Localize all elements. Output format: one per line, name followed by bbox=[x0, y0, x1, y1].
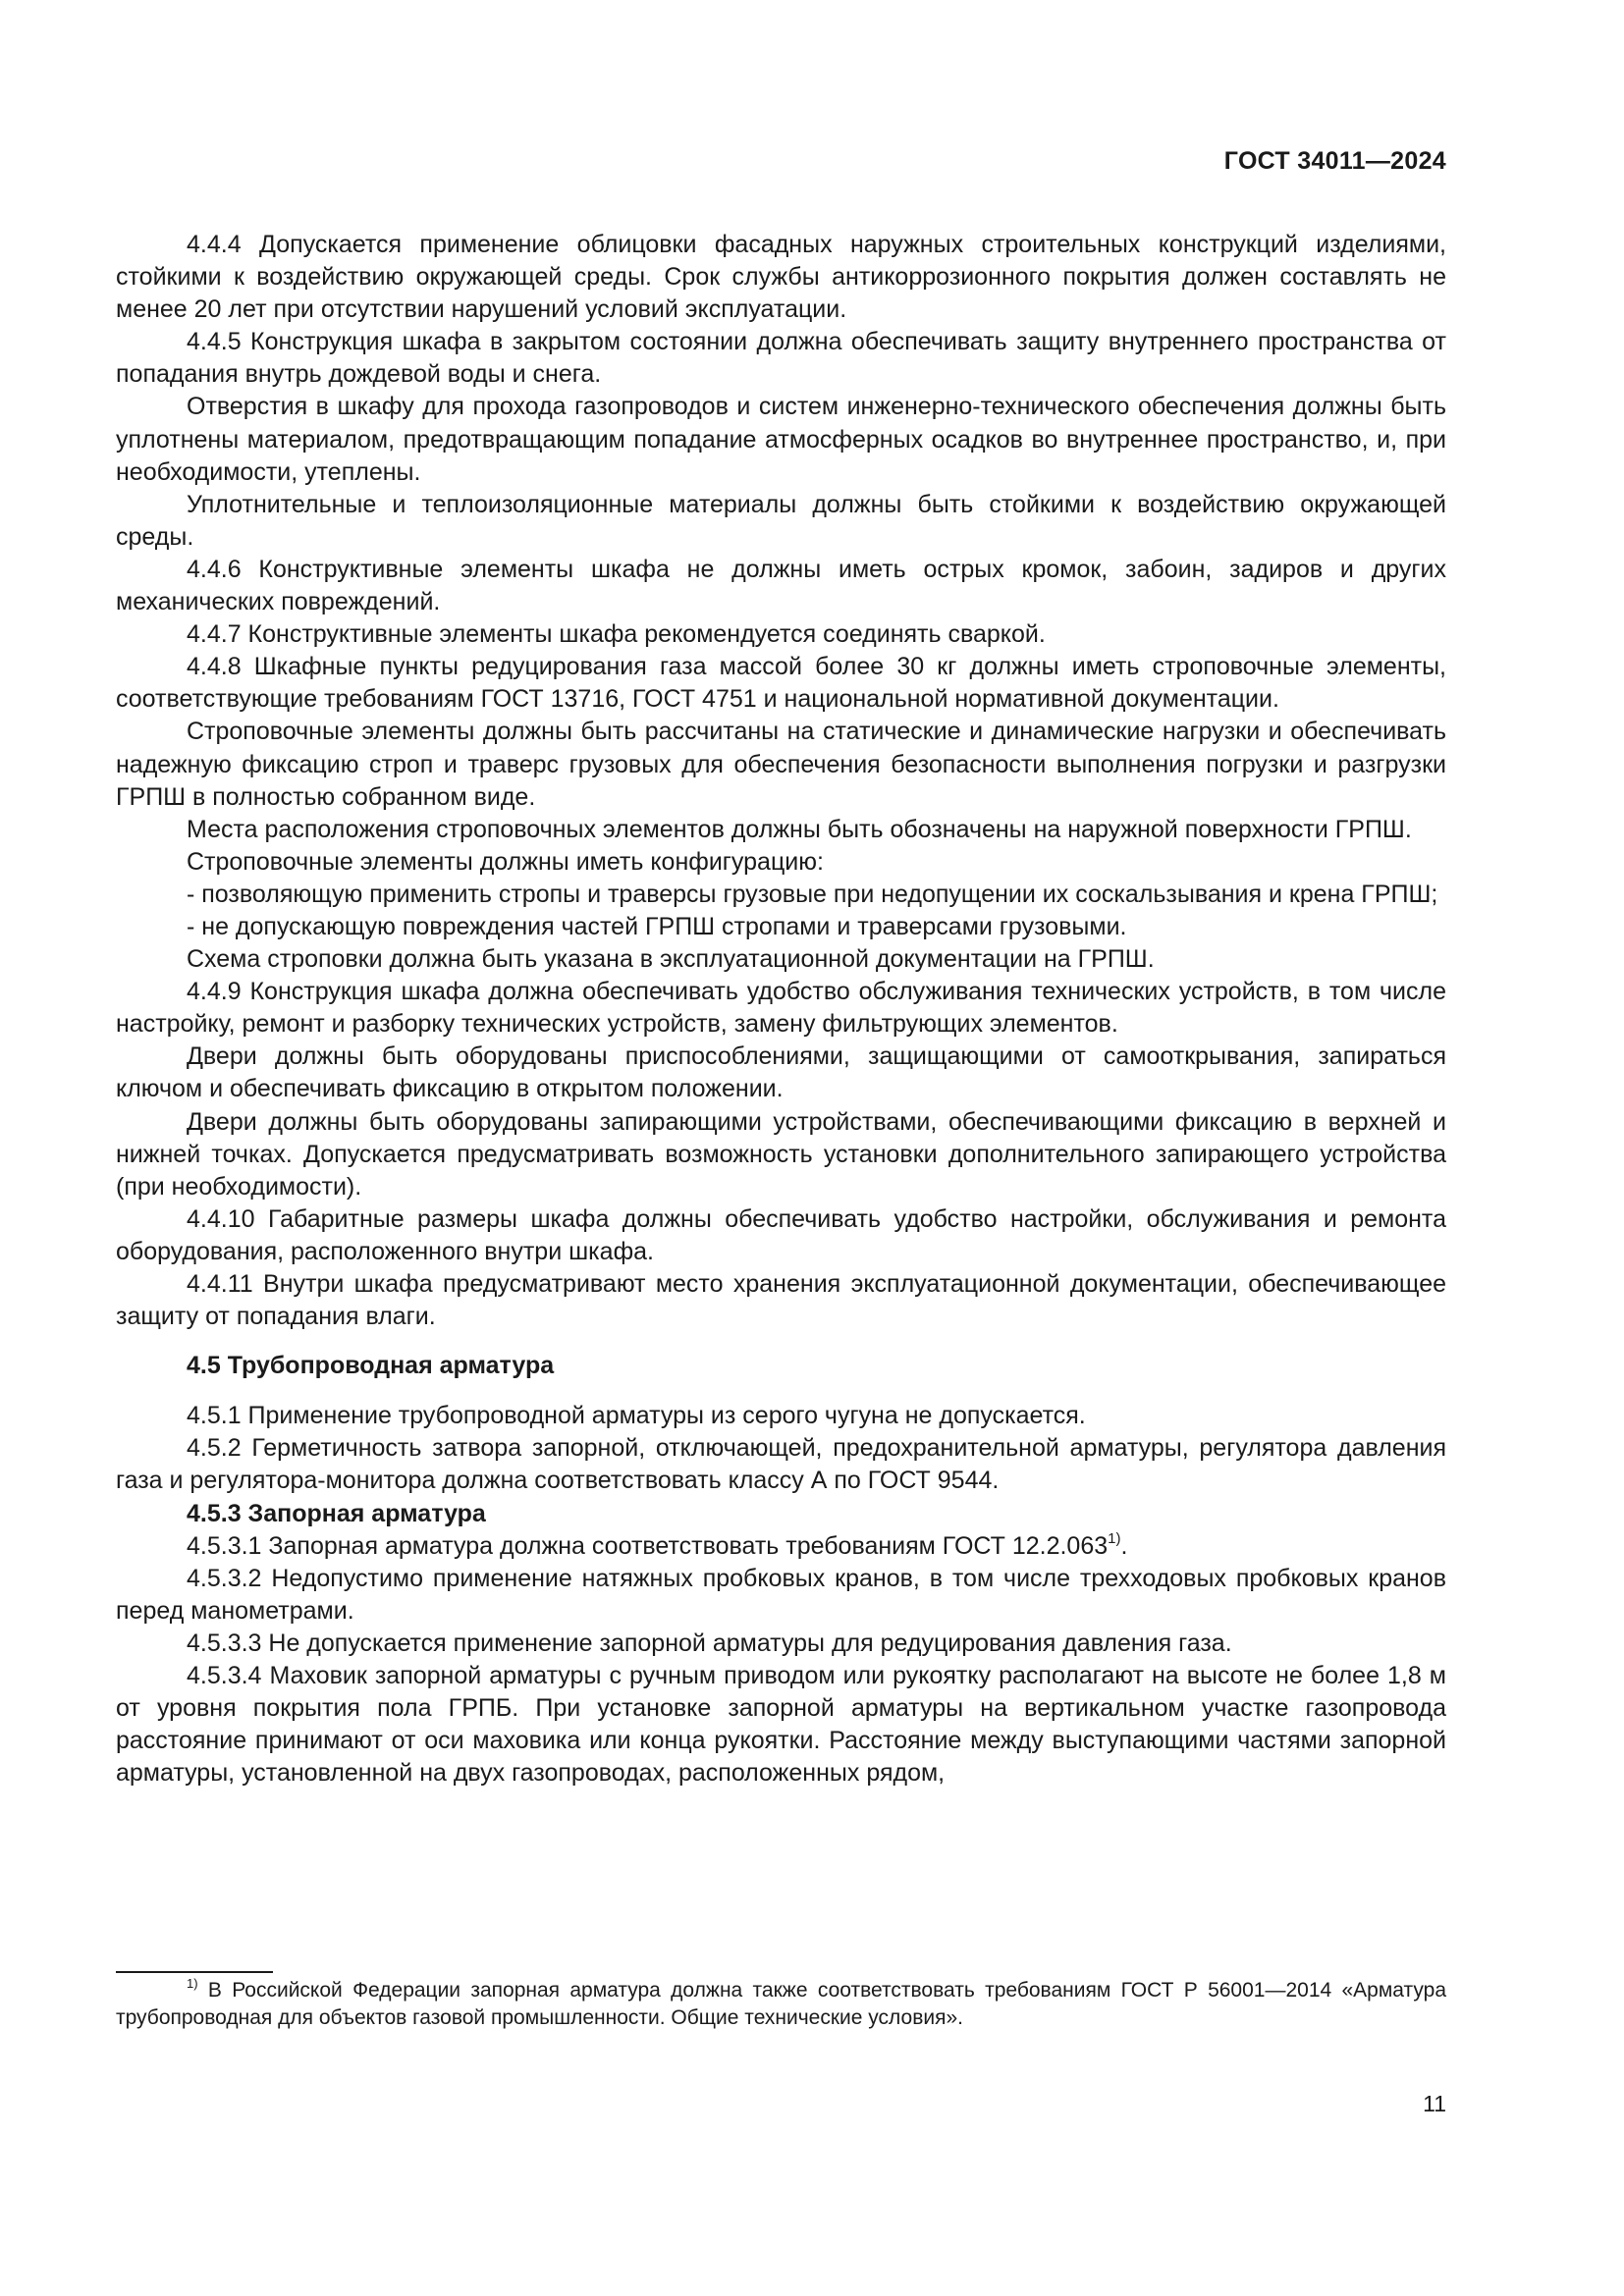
body-text bbox=[116, 229, 1446, 1789]
paragraph: Строповочные элементы должны быть рассчитаны на статические и динамические нагрузки и обеспечивать надежную фиксацию строп и траверс грузовых для обеспечения безопасности выполнения погрузки и разгрузки ГРПШ в полностью собранном виде. bbox=[116, 718, 1446, 811]
paragraph: 4.5.3.4 Маховик запорной арматуры с ручным приводом или рукоятку располагают на высоте не более 1,8 м от уровня покрытия пола ГРПБ. При установке запорной арматуры на вертикальном участке газопровода расстояние принимают от оси маховика или конца рукоятки. Расстояние между выступающими частями запорной арматуры, установленной на двух газопроводах, расположенных рядом, bbox=[116, 1662, 1446, 1788]
paragraph: 4.4.4 Допускается применение облицовки фасадных наружных строительных конструкций изделиями, стойкими к воздействию окружающей среды. Срок службы антикоррозионного покрытия должен составлять не менее 20 лет при отсутствии нарушений условий эксплуатации. bbox=[116, 231, 1446, 324]
paragraph: Места расположения строповочных элементов должны быть обозначены на наружной поверхности ГРПШ. bbox=[187, 815, 1412, 843]
list-item: - не допускающую повреждения частей ГРПШ стропами и траверсами грузовыми. bbox=[187, 912, 1127, 940]
paragraph: 4.4.6 Конструктивные элементы шкафа не должны иметь острых кромок, забоин, задиров и других механических повреждений. bbox=[116, 555, 1446, 616]
paragraph: Отверстия в шкафу для прохода газопроводов и систем инженерно-технического обеспечения должны быть уплотнены материалом, предотвращающим попадание атмосферных осадков во внутреннее пространство, и, при необходимости, утеплены. bbox=[116, 393, 1446, 486]
footnote-marker: 1) bbox=[187, 1976, 198, 1991]
list-item: - позволяющую применить стропы и траверсы грузовые при недопущении их соскальзывания и крена ГРПШ; bbox=[187, 880, 1438, 908]
paragraph: Схема строповки должна быть указана в эксплуатационной документации на ГРПШ. bbox=[187, 945, 1155, 974]
footnote-paragraph bbox=[116, 1977, 1446, 2032]
document-id-header: ГОСТ 34011—2024 bbox=[1223, 147, 1446, 175]
footnote bbox=[116, 1977, 1446, 2032]
paragraph: 4.4.7 Конструктивные элементы шкафа рекомендуется соединять сваркой. bbox=[187, 620, 1046, 649]
paragraph: 4.4.9 Конструкция шкафа должна обеспечивать удобство обслуживания технических устройств, в том числе настройку, ремонт и разборку технических устройств, замену фильтрующих элементов. bbox=[116, 978, 1446, 1039]
footnote-text: В Российской Федерации запорная арматура должна также соответствовать требованиям ГОСТ Р 56001—2014 «Арматура трубопроводная для объектов газовой промышленности. Общие технические условия». bbox=[116, 1979, 1446, 2029]
paragraph: Двери должны быть оборудованы приспособлениями, защищающими от самооткрывания, запираться ключом и обеспечивать фиксацию в открытом положении. bbox=[116, 1042, 1446, 1103]
paragraph: 4.5.1 Применение трубопроводной арматуры из серого чугуна не допускается. bbox=[187, 1402, 1086, 1430]
paragraph: 4.4.10 Габаритные размеры шкафа должны обеспечивать удобство настройки, обслуживания и ремонта оборудования, расположенного внутри шкафа. bbox=[116, 1204, 1446, 1265]
paragraph: 4.5.2 Герметичность затвора запорной, отключающей, предохранительной арматуры, регулятора давления газа и регулятора-монитора должна соответствовать классу А по ГОСТ 9544. bbox=[116, 1434, 1446, 1495]
section-heading: 4.5 Трубопроводная арматура bbox=[187, 1352, 555, 1380]
subsection-heading: 4.5.3 Запорная арматура bbox=[187, 1499, 486, 1527]
paragraph: 4.5.3.3 Не допускается применение запорной арматуры для редуцирования давления газа. bbox=[187, 1629, 1232, 1657]
page-number: 11 bbox=[1423, 2091, 1446, 2116]
paragraph: 4.4.5 Конструкция шкафа в закрытом состоянии должна обеспечивать защиту внутреннего пространства от попадания внутрь дождевой воды и снега. bbox=[116, 328, 1446, 389]
paragraph: 4.5.3.2 Недопустимо применение натяжных пробковых кранов, в том числе трехходовых пробковых кранов перед манометрами. bbox=[116, 1564, 1446, 1625]
paragraph: 4.4.11 Внутри шкафа предусматривают место хранения эксплуатационной документации, обеспечивающее защиту от попадания влаги. bbox=[116, 1270, 1446, 1331]
paragraph-end: . bbox=[1120, 1531, 1128, 1560]
paragraph: 4.4.8 Шкафные пункты редуцирования газа массой более 30 кг должны иметь строповочные элементы, соответствующие требованиям ГОСТ 13716, ГОСТ 4751 и национальной нормативной документации. bbox=[116, 653, 1446, 714]
footnote-separator bbox=[116, 1971, 273, 1973]
paragraph: Строповочные элементы должны иметь конфигурацию: bbox=[187, 847, 824, 876]
paragraph-with-footnote-ref bbox=[116, 1530, 1446, 1563]
paragraph: Уплотнительные и теплоизоляционные материалы должны быть стойкими к воздействию окружающей среды. bbox=[116, 490, 1446, 551]
footnote-reference[interactable]: 1) bbox=[1108, 1529, 1121, 1547]
paragraph: Двери должны быть оборудованы запирающими устройствами, обеспечивающими фиксацию в верхней и нижней точках. Допускается предусматривать возможность установки дополнительного запирающего устройства (при необходимости). bbox=[116, 1107, 1446, 1201]
paragraph-text: 4.5.3.1 Запорная арматура должна соответствовать требованиям ГОСТ 12.2.063 bbox=[187, 1531, 1109, 1560]
